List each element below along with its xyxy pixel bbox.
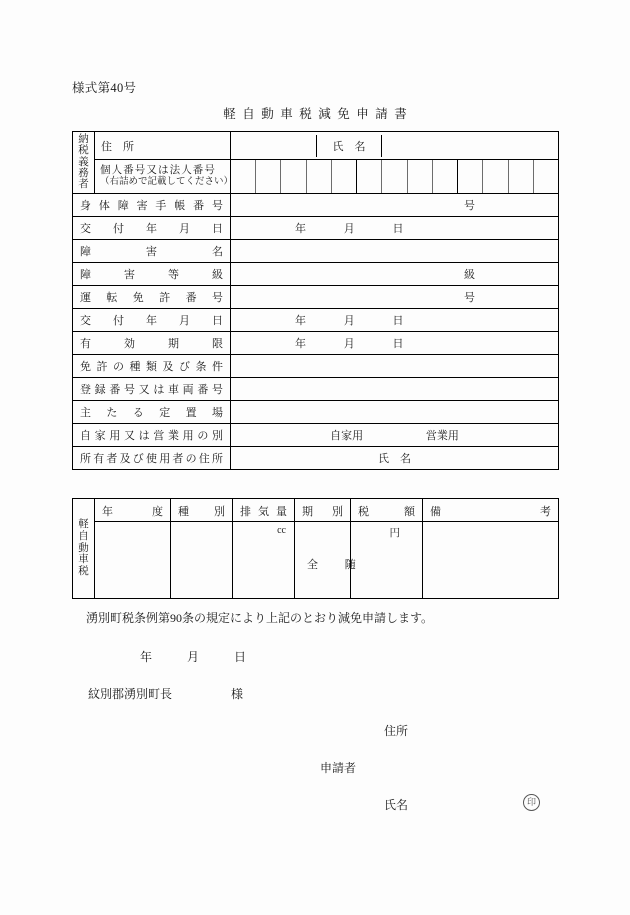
option-term-partial[interactable]: 随 [344, 559, 356, 571]
table-row-expiry-date [73, 331, 559, 354]
my-number-box[interactable] [231, 160, 255, 193]
applicant-label: 申請者 [320, 761, 357, 775]
my-number-box[interactable] [533, 160, 558, 193]
tax-label-char-3: 車 [78, 554, 89, 566]
unit-go: 号 [464, 199, 475, 212]
option-term-full[interactable]: 全 [307, 559, 318, 571]
license-type-label: 免許の種類及び条件 [73, 354, 231, 377]
addressee-line [88, 685, 243, 702]
cell-displacement[interactable] [233, 522, 295, 599]
date-year-label: 年 [295, 314, 306, 327]
use-type-options [239, 427, 550, 443]
tax-label-char-0: 軽 [78, 519, 89, 531]
date-month-label: 月 [343, 314, 355, 327]
addressee-name: 紋別郡湧別町長 [88, 687, 173, 701]
taxpayer-vertical-label [73, 132, 95, 194]
taxpayer-name-label: 氏 名 [317, 135, 382, 157]
address-input[interactable] [231, 135, 317, 157]
table-row-taxpayer-address [73, 132, 559, 160]
unit-yen: 円 [389, 528, 400, 539]
applicant-name-label: 氏名 [384, 798, 409, 812]
owner-address-label: 所有者及び使用者の住所 [73, 446, 231, 469]
owner-name-label: 氏 名 [378, 452, 411, 465]
use-type-choices[interactable] [231, 423, 559, 446]
applicant-name-row [320, 796, 570, 833]
issue-date-1-label: 交付年月日 [73, 216, 231, 239]
tax-table-header-row [73, 499, 559, 522]
table-row-use-type [73, 423, 559, 446]
date-day-label: 日 [392, 337, 404, 350]
column-header-remarks: 備 考 [423, 499, 559, 522]
cell-term[interactable] [295, 522, 356, 599]
submission-month-label: 月 [187, 650, 200, 664]
date-year-label: 年 [295, 337, 306, 350]
tax-label-char-4: 税 [78, 566, 89, 578]
option-private-use[interactable]: 自家用 [330, 429, 364, 442]
addressee-honorific: 様 [231, 687, 244, 701]
license-number-label: 運転免許番号 [73, 285, 231, 308]
vehicle-tax-vertical-label [73, 499, 95, 599]
seal-icon: 印 [523, 794, 540, 811]
table-row-garage-location [73, 400, 559, 423]
table-row-issue-date-2 [73, 308, 559, 331]
submission-year-label: 年 [140, 650, 153, 664]
cell-vehicle-type[interactable] [171, 522, 233, 599]
my-number-box-group [231, 160, 558, 193]
license-number-input[interactable] [231, 285, 559, 308]
taxpayer-label-char-2: 義 [78, 156, 89, 168]
tax-table-body-row [73, 522, 559, 599]
address-label: 住 所 [95, 132, 231, 160]
my-number-box[interactable] [457, 160, 482, 193]
date-month-label: 月 [343, 337, 355, 350]
form-number: 様式第40号 [72, 81, 137, 95]
column-header-term: 期 別 [295, 499, 351, 522]
my-number-box[interactable] [331, 160, 356, 193]
disability-booklet-number-input[interactable] [231, 193, 559, 216]
tax-label-char-1: 自 [78, 530, 89, 542]
date-day-label: 日 [392, 222, 404, 235]
my-number-note: （右詰めで記載してください） [100, 176, 234, 187]
vehicle-tax-table [72, 498, 559, 599]
issue-date-2-input[interactable] [231, 308, 559, 331]
disability-booklet-number-label: 身体障害手帳番号 [73, 193, 231, 216]
taxpayer-name-input[interactable] [382, 135, 559, 157]
my-number-box[interactable] [432, 160, 457, 193]
applicant-block [320, 722, 570, 833]
expiry-date-input[interactable] [231, 331, 559, 354]
address-name-wrap [231, 132, 559, 160]
table-row-disability-grade [73, 262, 559, 285]
table-row-license-number [73, 285, 559, 308]
date-day-label: 日 [392, 314, 404, 327]
submission-day-label: 日 [234, 650, 247, 664]
my-number-box[interactable] [255, 160, 280, 193]
my-number-box[interactable] [407, 160, 432, 193]
option-business-use[interactable]: 営業用 [425, 429, 459, 442]
column-header-tax-amount: 税 額 [351, 499, 423, 522]
garage-location-label: 主たる定置場 [73, 400, 231, 423]
date-year-label: 年 [295, 222, 306, 235]
declaration-statement: 湧別町税条例第90条の規定により上記のとおり減免申請します。 [86, 611, 434, 625]
unit-kyu: 級 [464, 268, 475, 281]
my-number-box[interactable] [508, 160, 533, 193]
table-row-disability-booklet-number [73, 193, 559, 216]
cell-tax-amount[interactable] [351, 522, 423, 599]
my-number-box[interactable] [356, 160, 381, 193]
my-number-box[interactable] [381, 160, 406, 193]
garage-location-input[interactable] [231, 400, 559, 423]
taxpayer-label-char-3: 務 [78, 167, 89, 179]
cell-remarks[interactable] [423, 522, 559, 599]
taxpayer-label-char-1: 税 [78, 145, 89, 157]
page-title: 軽自動車税減免申請書 [223, 107, 414, 121]
date-parts [239, 220, 550, 236]
my-number-box[interactable] [306, 160, 331, 193]
use-type-label: 自家用又は営業用の別 [73, 423, 231, 446]
applicant-address-row [320, 722, 570, 759]
date-parts [239, 312, 550, 328]
taxpayer-label-char-0: 納 [78, 134, 89, 145]
table-row-issue-date-1 [73, 216, 559, 239]
table-row-registration-number [73, 377, 559, 400]
unit-go: 号 [464, 291, 475, 304]
disability-grade-label: 障害等級 [73, 262, 231, 285]
table-row-owner-address [73, 446, 559, 469]
issue-date-1-input[interactable] [231, 216, 559, 239]
date-parts [239, 335, 550, 351]
disability-name-input[interactable] [231, 239, 559, 262]
my-number-box[interactable] [482, 160, 507, 193]
applicant-label-row [320, 759, 570, 796]
registration-number-input[interactable] [231, 377, 559, 400]
registration-number-label: 登録番号又は車両番号 [73, 377, 231, 400]
table-row-disability-name [73, 239, 559, 262]
date-month-label: 月 [343, 222, 355, 235]
column-header-fiscal-year: 年 度 [95, 499, 171, 522]
submission-date-line[interactable] [140, 648, 278, 665]
disability-name-label: 障害名 [73, 239, 231, 262]
term-options [295, 522, 356, 572]
taxpayer-label-char-4: 者 [78, 179, 89, 191]
my-number-boxes[interactable] [231, 160, 559, 194]
issue-date-2-label: 交付年月日 [73, 308, 231, 331]
my-number-box[interactable] [280, 160, 305, 193]
column-header-vehicle-type: 種 別 [171, 499, 233, 522]
expiry-date-label: 有効期限 [73, 331, 231, 354]
disability-grade-input[interactable] [231, 262, 559, 285]
owner-name-cell[interactable] [231, 446, 559, 469]
my-number-label: 個人番号又は法人番号 [100, 165, 216, 177]
my-number-label-cell [95, 160, 234, 194]
column-header-displacement: 排気量 [233, 499, 295, 522]
table-row-license-type [73, 354, 559, 377]
applicant-address-label: 住所 [384, 724, 409, 738]
license-type-input[interactable] [231, 354, 559, 377]
tax-label-char-2: 動 [78, 542, 89, 554]
table-row-my-number [73, 160, 559, 194]
unit-cc: cc [277, 525, 286, 536]
application-main-table [72, 131, 559, 470]
cell-fiscal-year[interactable] [95, 522, 171, 599]
